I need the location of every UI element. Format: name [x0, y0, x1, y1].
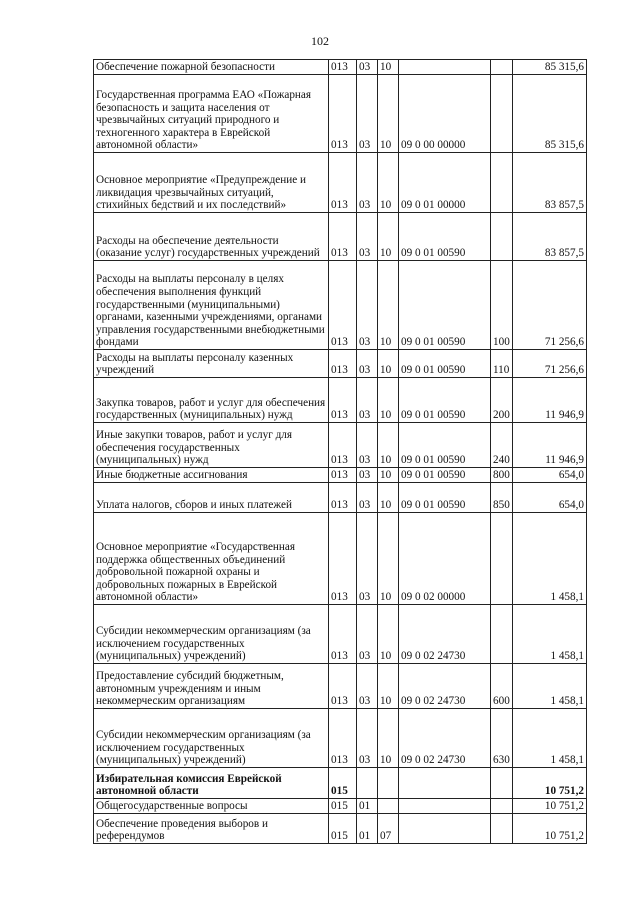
expense-type-code: 600	[491, 664, 513, 709]
amount: 83 857,5	[513, 213, 587, 261]
ministry-code: 013	[329, 709, 357, 768]
target-article-code: 09 0 01 00590	[399, 213, 491, 261]
row-name: Уплата налогов, сборов и иных платежей	[94, 483, 329, 513]
row-name: Расходы на обеспечение деятельности (оказание услуг) государственных учреждений	[94, 213, 329, 261]
section-code: 03	[357, 213, 378, 261]
subsection-code: 10	[378, 513, 399, 605]
row-name: Избирательная комиссия Еврейской автономной области	[94, 768, 329, 799]
subsection-code	[378, 768, 399, 799]
ministry-code: 013	[329, 350, 357, 378]
section-code: 03	[357, 709, 378, 768]
target-article-code: 09 0 02 24730	[399, 605, 491, 664]
row-name: Субсидии некоммерческим организациям (за исключением государственных (муниципальных) учреждений)	[94, 709, 329, 768]
row-name: Расходы на выплаты персоналу казенных учреждений	[94, 350, 329, 378]
expense-type-code	[491, 768, 513, 799]
expense-type-code	[491, 153, 513, 213]
table-row	[94, 768, 587, 799]
amount: 1 458,1	[513, 513, 587, 605]
amount: 85 315,6	[513, 60, 587, 75]
table-row	[94, 75, 587, 153]
table-row	[94, 261, 587, 350]
budget-table	[93, 59, 587, 844]
expense-type-code: 100	[491, 261, 513, 350]
target-article-code	[399, 60, 491, 75]
ministry-code: 015	[329, 768, 357, 799]
section-code: 03	[357, 378, 378, 423]
table-row	[94, 483, 587, 513]
subsection-code: 10	[378, 153, 399, 213]
subsection-code: 10	[378, 378, 399, 423]
table-row	[94, 153, 587, 213]
amount: 1 458,1	[513, 605, 587, 664]
expense-type-code: 240	[491, 423, 513, 468]
subsection-code: 10	[378, 75, 399, 153]
table-row	[94, 378, 587, 423]
subsection-code: 10	[378, 350, 399, 378]
budget-table-body	[94, 60, 587, 844]
section-code: 01	[357, 799, 378, 814]
subsection-code: 07	[378, 814, 399, 844]
subsection-code	[378, 799, 399, 814]
amount: 11 946,9	[513, 423, 587, 468]
ministry-code: 013	[329, 664, 357, 709]
table-row	[94, 709, 587, 768]
row-name: Иные бюджетные ассигнования	[94, 468, 329, 483]
amount: 71 256,6	[513, 261, 587, 350]
expense-type-code	[491, 814, 513, 844]
row-name: Обеспечение проведения выборов и референдумов	[94, 814, 329, 844]
section-code: 01	[357, 814, 378, 844]
expense-type-code: 630	[491, 709, 513, 768]
expense-type-code	[491, 75, 513, 153]
ministry-code: 013	[329, 483, 357, 513]
ministry-code: 013	[329, 513, 357, 605]
subsection-code: 10	[378, 423, 399, 468]
section-code: 03	[357, 468, 378, 483]
page-number: 102	[311, 34, 329, 48]
row-name: Предоставление субсидий бюджетным, автономным учреждениям и иным некоммерческим организациям	[94, 664, 329, 709]
amount: 10 751,2	[513, 799, 587, 814]
expense-type-code	[491, 605, 513, 664]
amount: 83 857,5	[513, 153, 587, 213]
amount: 10 751,2	[513, 814, 587, 844]
row-name: Субсидии некоммерческим организациям (за исключением государственных (муниципальных) учреждений)	[94, 605, 329, 664]
subsection-code: 10	[378, 60, 399, 75]
amount: 1 458,1	[513, 664, 587, 709]
table-row	[94, 605, 587, 664]
target-article-code: 09 0 01 00590	[399, 350, 491, 378]
section-code: 03	[357, 153, 378, 213]
ministry-code: 015	[329, 814, 357, 844]
ministry-code: 015	[329, 799, 357, 814]
amount: 71 256,6	[513, 350, 587, 378]
table-row	[94, 814, 587, 844]
table-row	[94, 60, 587, 75]
section-code: 03	[357, 350, 378, 378]
amount: 1 458,1	[513, 709, 587, 768]
target-article-code: 09 0 02 24730	[399, 664, 491, 709]
target-article-code: 09 0 02 00000	[399, 513, 491, 605]
amount: 654,0	[513, 468, 587, 483]
row-name: Общегосударственные вопросы	[94, 799, 329, 814]
target-article-code: 09 0 01 00590	[399, 261, 491, 350]
section-code: 03	[357, 664, 378, 709]
row-name: Обеспечение пожарной безопасности	[94, 60, 329, 75]
section-code: 03	[357, 423, 378, 468]
section-code: 03	[357, 605, 378, 664]
subsection-code: 10	[378, 605, 399, 664]
target-article-code: 09 0 02 24730	[399, 709, 491, 768]
expense-type-code	[491, 213, 513, 261]
ministry-code: 013	[329, 468, 357, 483]
table-row	[94, 468, 587, 483]
expense-type-code	[491, 60, 513, 75]
section-code: 03	[357, 513, 378, 605]
ministry-code: 013	[329, 153, 357, 213]
target-article-code	[399, 768, 491, 799]
subsection-code: 10	[378, 213, 399, 261]
expense-type-code: 200	[491, 378, 513, 423]
subsection-code: 10	[378, 709, 399, 768]
amount: 10 751,2	[513, 768, 587, 799]
section-code: 03	[357, 75, 378, 153]
ministry-code: 013	[329, 261, 357, 350]
section-code	[357, 768, 378, 799]
row-name: Основное мероприятие «Государственная поддержка общественных объединений добровольной пожарной охраны и добровольных пожарных в Еврейской автономной области»	[94, 513, 329, 605]
target-article-code	[399, 814, 491, 844]
amount: 11 946,9	[513, 378, 587, 423]
row-name: Иные закупки товаров, работ и услуг для обеспечения государственных (муниципальных) нужд	[94, 423, 329, 468]
row-name: Закупка товаров, работ и услуг для обеспечения государственных (муниципальных) нужд	[94, 378, 329, 423]
row-name: Основное мероприятие «Предупреждение и ликвидация чрезвычайных ситуаций, стихийных бедствий и их последствий»	[94, 153, 329, 213]
ministry-code: 013	[329, 605, 357, 664]
ministry-code: 013	[329, 75, 357, 153]
target-article-code: 09 0 01 00000	[399, 153, 491, 213]
target-article-code: 09 0 01 00590	[399, 378, 491, 423]
subsection-code: 10	[378, 468, 399, 483]
section-code: 03	[357, 483, 378, 513]
subsection-code: 10	[378, 483, 399, 513]
table-row	[94, 513, 587, 605]
subsection-code: 10	[378, 664, 399, 709]
table-row	[94, 213, 587, 261]
expense-type-code: 110	[491, 350, 513, 378]
subsection-code: 10	[378, 261, 399, 350]
target-article-code: 09 0 01 00590	[399, 423, 491, 468]
table-row	[94, 423, 587, 468]
amount: 654,0	[513, 483, 587, 513]
row-name: Государственная программа ЕАО «Пожарная безопасность и защита населения от чрезвычайных ситуаций природного и техногенного характера в Еврейской автономной области»	[94, 75, 329, 153]
expense-type-code: 850	[491, 483, 513, 513]
target-article-code: 09 0 01 00590	[399, 468, 491, 483]
target-article-code: 09 0 00 00000	[399, 75, 491, 153]
target-article-code: 09 0 01 00590	[399, 483, 491, 513]
expense-type-code	[491, 513, 513, 605]
ministry-code: 013	[329, 60, 357, 75]
section-code: 03	[357, 60, 378, 75]
ministry-code: 013	[329, 423, 357, 468]
expense-type-code	[491, 799, 513, 814]
ministry-code: 013	[329, 213, 357, 261]
expense-type-code: 800	[491, 468, 513, 483]
amount: 85 315,6	[513, 75, 587, 153]
table-row	[94, 350, 587, 378]
table-row	[94, 664, 587, 709]
row-name: Расходы на выплаты персоналу в целях обеспечения выполнения функций государственными (муниципальными) органами, казенными учреждениями, органами управления государственными внебюджетными фондами	[94, 261, 329, 350]
table-row	[94, 799, 587, 814]
ministry-code: 013	[329, 378, 357, 423]
section-code: 03	[357, 261, 378, 350]
target-article-code	[399, 799, 491, 814]
